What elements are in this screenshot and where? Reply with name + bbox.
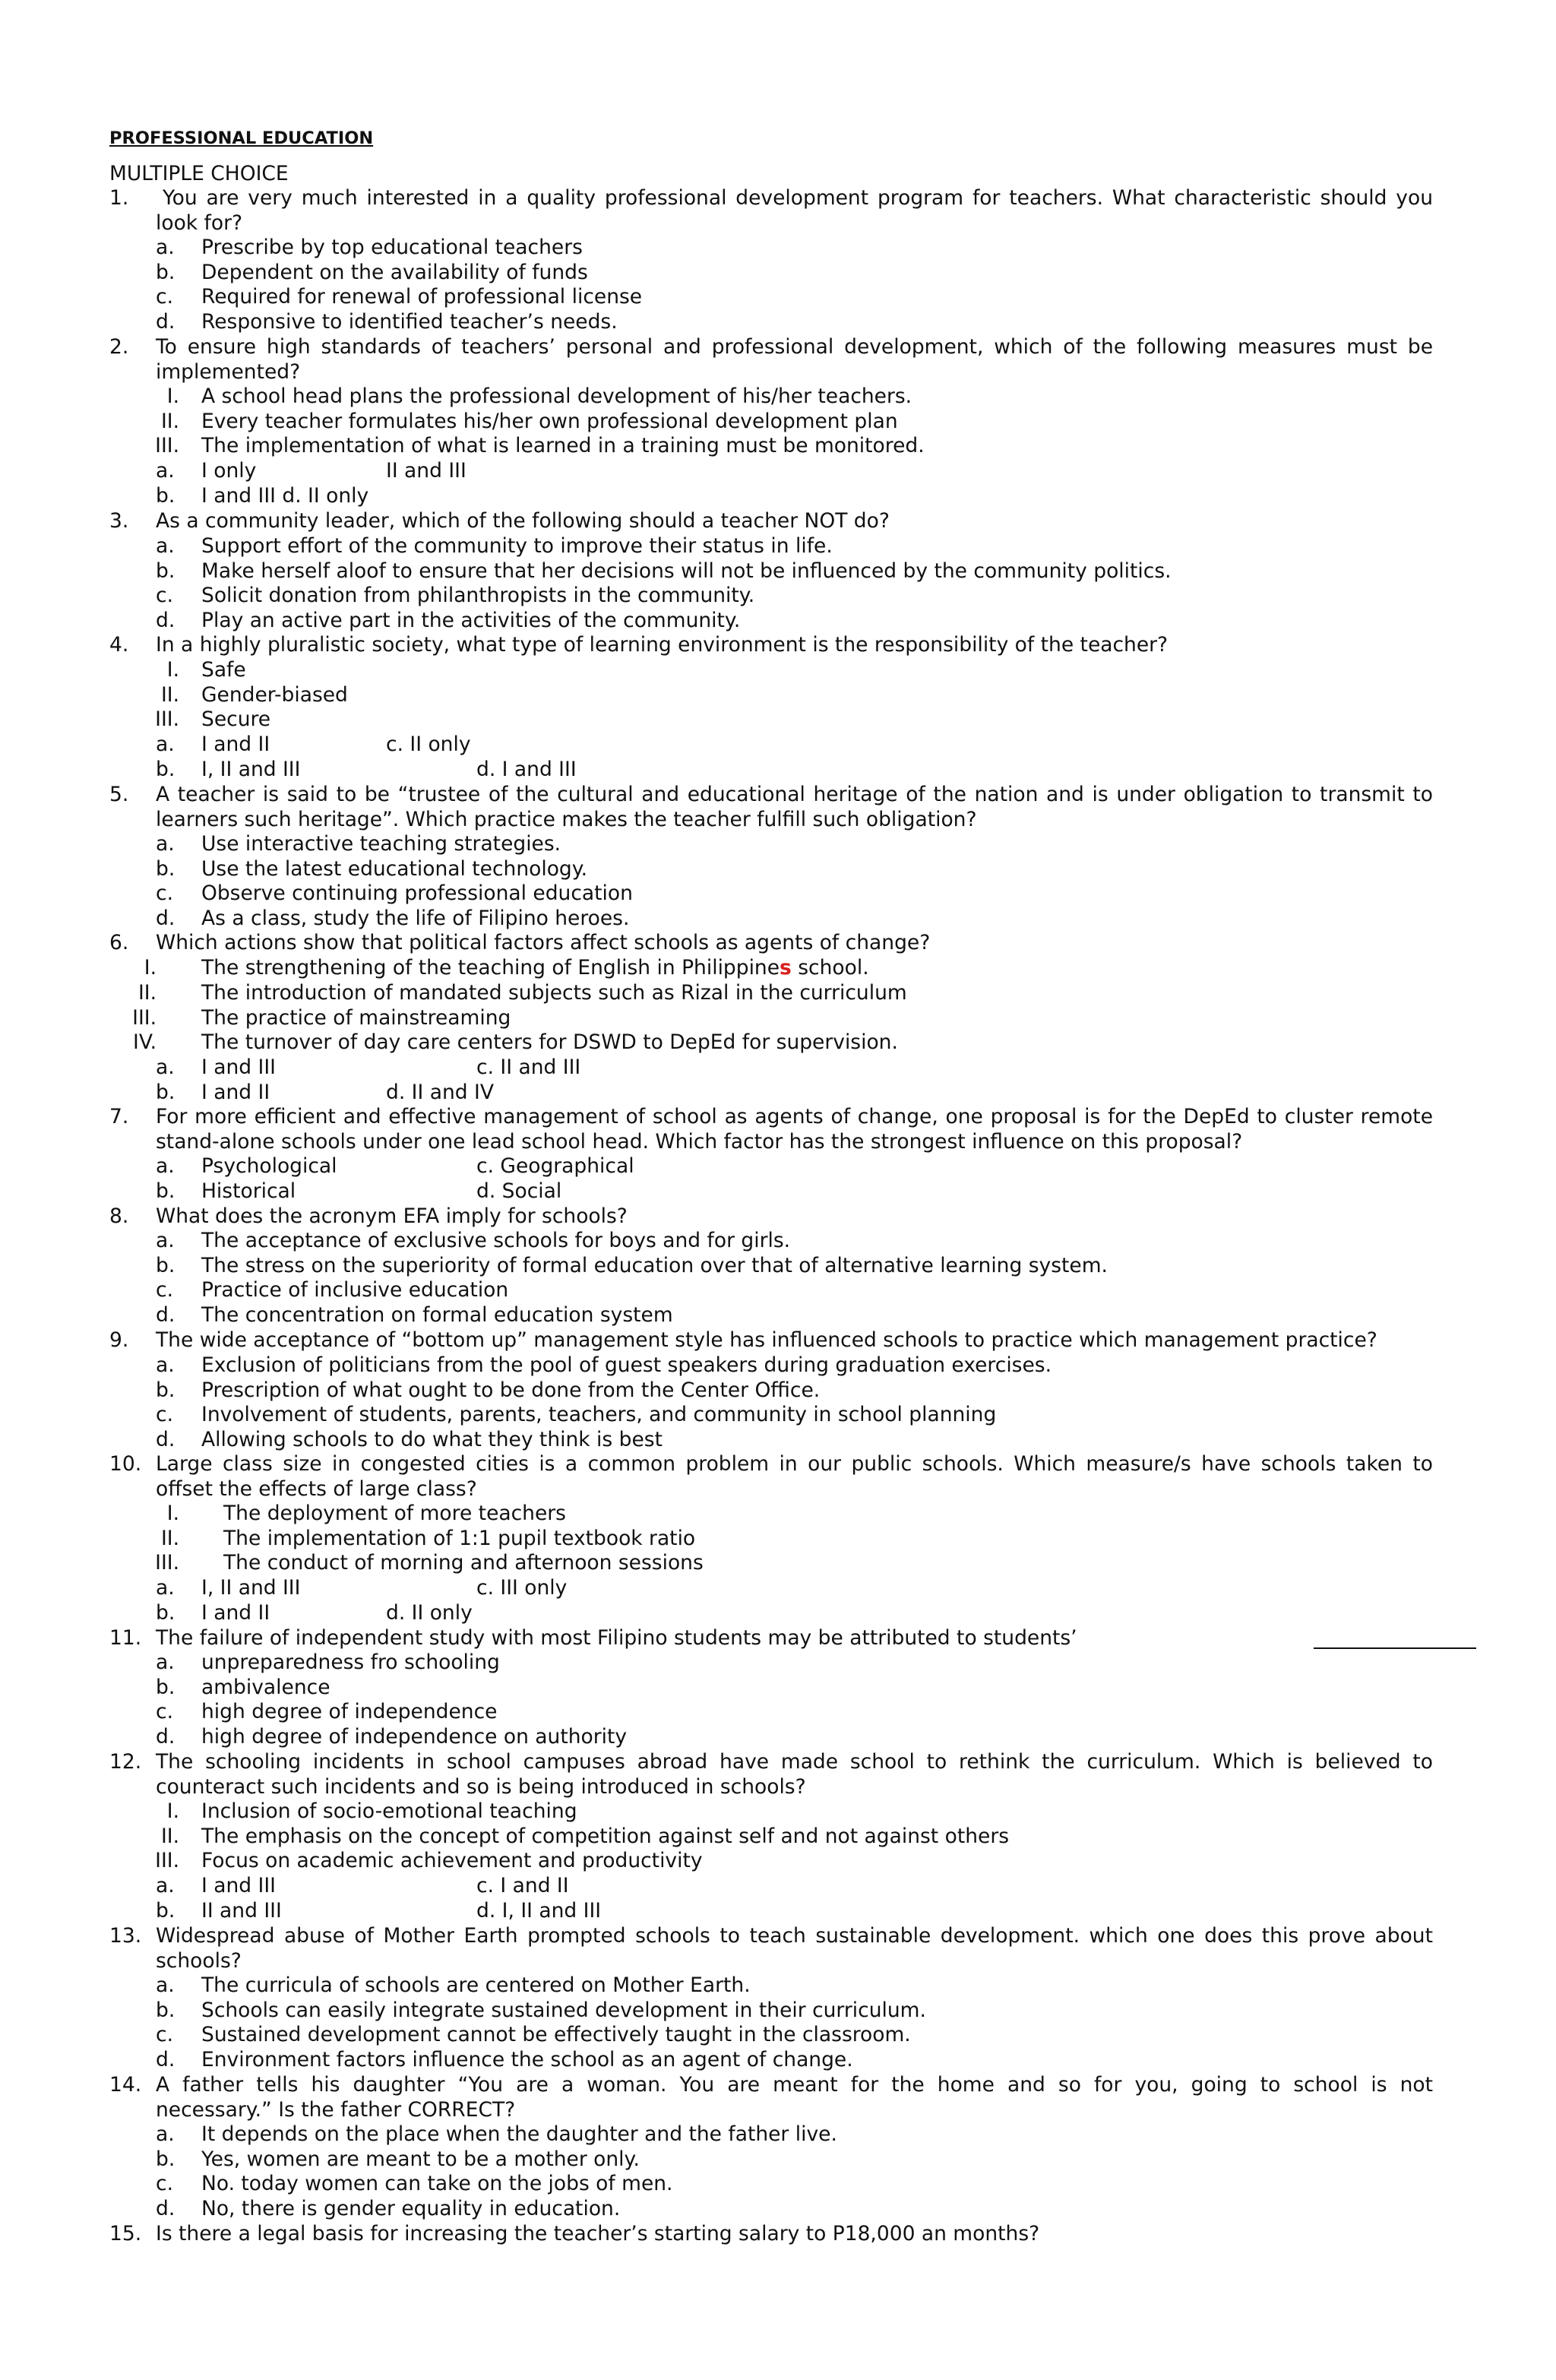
option-label: d. xyxy=(156,609,176,633)
option-label: b. xyxy=(156,1378,176,1402)
option-text: The stress on the superiority of formal education over that of alternative learning system. xyxy=(201,1253,1108,1277)
option-text: As a class, study the life of Filipino heroes. xyxy=(201,907,630,931)
option-label: c. xyxy=(156,2172,173,2196)
option-text: Support effort of the community to improve their status in life. xyxy=(201,534,833,558)
option-label: b. xyxy=(156,1998,176,2022)
question-text: schools? xyxy=(156,1948,242,1973)
option-label: b. xyxy=(156,1601,176,1625)
statement-label: III. xyxy=(155,1849,179,1873)
question-number: 11. xyxy=(109,1626,142,1650)
option-text: I, II and III xyxy=(201,1576,301,1600)
option-label: d. xyxy=(156,1303,176,1328)
option-text: c. II only xyxy=(386,733,471,756)
statement-text xyxy=(201,955,869,980)
option-label: a. xyxy=(156,1874,175,1897)
question-text: What does the acronym EFA imply for schools? xyxy=(156,1204,628,1228)
statement-label: I. xyxy=(166,658,179,682)
option-label: b. xyxy=(156,1253,176,1277)
question-number: 14. xyxy=(109,2073,142,2097)
option-text: II and III xyxy=(201,1898,282,1923)
option-text: Play an active part in the activities of the community. xyxy=(201,609,741,633)
option-label: c. xyxy=(156,1403,173,1427)
option-text: Yes, women are meant to be a mother only. xyxy=(201,2147,640,2171)
option-text: Make herself aloof to ensure that her decisions will not be influenced by the community politics. xyxy=(201,559,1172,583)
question-text: learners such heritage”. Which practice makes the teacher fulfill such obligation? xyxy=(156,807,977,831)
option-text: Exclusion of politicians from the pool of guest speakers during graduation exercises. xyxy=(201,1353,1052,1377)
statement-label: IV. xyxy=(133,1030,157,1055)
option-text: Involvement of students, parents, teachers, and community in school planning xyxy=(201,1403,997,1427)
statement-text: Focus on academic achievement and productivity xyxy=(201,1849,703,1873)
option-text: Use interactive teaching strategies. xyxy=(201,832,561,856)
option-text: Sustained development cannot be effectively taught in the classroom. xyxy=(201,2023,911,2047)
option-text: d. I, II and III xyxy=(476,1898,602,1923)
question-text: As a community leader, which of the following should a teacher NOT do? xyxy=(156,509,890,533)
option-text: Dependent on the availability of funds xyxy=(201,260,588,284)
option-label: c. xyxy=(156,2023,173,2047)
option-label: d. xyxy=(156,907,176,931)
statement-text: A school head plans the professional development of his/her teachers. xyxy=(201,385,912,408)
option-text: Use the latest educational technology. xyxy=(201,856,588,881)
option-label: b. xyxy=(156,260,176,284)
section-heading: MULTIPLE CHOICE xyxy=(109,162,289,185)
option-text: Practice of inclusive education xyxy=(201,1278,509,1302)
option-text: Observe continuing professional education xyxy=(201,881,633,906)
option-label: a. xyxy=(156,1353,175,1377)
option-label: d. xyxy=(156,1725,176,1749)
option-text: c. II and III xyxy=(476,1055,581,1079)
option-text: No. today women can take on the jobs of men. xyxy=(201,2172,673,2196)
statement-text: The deployment of more teachers xyxy=(223,1502,566,1525)
question-number: 13. xyxy=(109,1924,142,1948)
option-text: Psychological xyxy=(201,1154,337,1178)
option-text: d. II only xyxy=(386,1601,473,1625)
question-number: 4. xyxy=(109,633,129,657)
question-text: The schooling incidents in school campuses abroad have made school to rethink the curriculum. Which is believed to xyxy=(156,1750,1433,1774)
option-text: high degree of independence xyxy=(201,1700,498,1724)
statement-text-part: school. xyxy=(791,956,869,980)
statement-text-part: The strengthening of the teaching of English in Philippine xyxy=(201,956,780,980)
option-text: No, there is gender equality in education. xyxy=(201,2197,621,2221)
question-text: look for? xyxy=(156,210,243,235)
statement-text: The emphasis on the concept of competition against self and not against others xyxy=(201,1824,1010,1848)
question-text: Is there a legal basis for increasing the teacher’s starting salary to P18,000 an months? xyxy=(156,2222,1040,2245)
statement-label: II. xyxy=(160,682,179,707)
option-text: The concentration on formal education system xyxy=(201,1303,673,1328)
question-number: 6. xyxy=(109,931,129,954)
statement-label: II. xyxy=(160,1526,179,1550)
option-label: b. xyxy=(156,559,176,583)
statement-label: III. xyxy=(132,1005,157,1030)
option-text: Solicit donation from philanthropists in the community. xyxy=(201,584,755,608)
option-text: Schools can easily integrate sustained development in their curriculum. xyxy=(201,1998,926,2022)
question-number: 8. xyxy=(109,1204,129,1228)
option-label: b. xyxy=(156,484,176,508)
option-text: I and II xyxy=(201,1601,270,1625)
statement-text: The practice of mainstreaming xyxy=(201,1005,511,1030)
option-text: I and III xyxy=(201,1055,276,1079)
option-label: a. xyxy=(156,2122,175,2146)
option-label: c. xyxy=(156,1700,173,1724)
question-number: 5. xyxy=(109,783,129,806)
question-text: Which actions show that political factors affect schools as agents of change? xyxy=(156,931,931,954)
document-title: PROFESSIONAL EDUCATION xyxy=(109,128,374,148)
option-text: ambivalence xyxy=(201,1675,330,1699)
question-text: Large class size in congested cities is a common problem in our public schools. Which measure/s have schools taken to xyxy=(156,1452,1433,1476)
question-text: counteract such incidents and so is being introduced in schools? xyxy=(156,1774,806,1799)
option-text: I and III d. II only xyxy=(201,484,369,508)
option-text: d. I and III xyxy=(476,758,577,781)
statement-label: III. xyxy=(155,1551,179,1575)
option-label: b. xyxy=(156,2147,176,2171)
question-text: In a highly pluralistic society, what type of learning environment is the responsibility of the teacher? xyxy=(156,633,1169,657)
option-label: b. xyxy=(156,1081,176,1104)
option-label: a. xyxy=(156,534,175,558)
statement-label: III. xyxy=(155,434,179,458)
option-text: d. Social xyxy=(476,1179,562,1203)
option-label: c. xyxy=(156,881,173,906)
statement-text: Secure xyxy=(201,707,271,732)
option-text: Responsive to identified teacher’s needs. xyxy=(201,310,618,334)
option-text: d. II and IV xyxy=(386,1081,494,1104)
option-label: a. xyxy=(156,733,175,756)
statement-text: The introduction of mandated subjects such as Rizal in the curriculum xyxy=(201,981,907,1005)
option-text: Prescribe by top educational teachers xyxy=(201,236,583,259)
statement-text: The turnover of day care centers for DSWD to DepEd for supervision. xyxy=(201,1030,898,1055)
option-text: Prescription of what ought to be done from the Center Office. xyxy=(201,1378,821,1402)
option-text: I and II xyxy=(201,1081,270,1104)
statement-text: The implementation of what is learned in a training must be monitored. xyxy=(201,434,925,458)
option-label: b. xyxy=(156,1898,176,1923)
option-text: c. Geographical xyxy=(476,1154,634,1178)
statement-text: Gender-biased xyxy=(201,682,348,707)
statement-label: II. xyxy=(160,409,179,433)
answer-blank-line xyxy=(1314,1647,1476,1649)
statement-text: The implementation of 1:1 pupil textbook ratio xyxy=(223,1526,696,1550)
option-label: c. xyxy=(156,584,173,608)
option-text: Allowing schools to do what they think is best xyxy=(201,1428,663,1452)
question-text: To ensure high standards of teachers’ personal and professional development, which of the following measures must be xyxy=(156,335,1433,359)
option-label: a. xyxy=(156,1154,175,1178)
option-text: Historical xyxy=(201,1179,296,1203)
option-label: a. xyxy=(156,1973,175,1997)
question-text: For more efficient and effective management of school as agents of change, one proposal is for the DepEd to cluster remote xyxy=(156,1105,1433,1128)
statement-label: II. xyxy=(160,1824,179,1848)
option-label: a. xyxy=(156,236,175,259)
question-text: implemented? xyxy=(156,359,301,384)
option-text: I and III xyxy=(201,1874,276,1897)
option-label: b. xyxy=(156,856,176,881)
statement-label: III. xyxy=(155,707,179,732)
option-label: c. xyxy=(156,285,173,309)
option-text: I, II and III xyxy=(201,758,301,781)
option-text: It depends on the place when the daughter and the father live. xyxy=(201,2122,837,2146)
option-label: a. xyxy=(156,1229,175,1252)
option-text: unpreparedness fro schooling xyxy=(201,1650,500,1674)
highlighted-correction: s xyxy=(780,956,792,980)
statement-text: Safe xyxy=(201,658,246,682)
option-text: II and III xyxy=(386,459,466,483)
option-text: The curricula of schools are centered on Mother Earth. xyxy=(201,1973,751,1997)
question-text: stand-alone schools under one lead school head. Which factor has the strongest influence on this proposal? xyxy=(156,1129,1243,1154)
question-number: 12. xyxy=(109,1750,142,1774)
question-text: The wide acceptance of “bottom up” management style has influenced schools to practice which management practice? xyxy=(156,1328,1377,1352)
option-label: a. xyxy=(156,832,175,856)
question-number: 2. xyxy=(109,335,129,359)
question-text: offset the effects of large class? xyxy=(156,1476,477,1501)
question-number: 10. xyxy=(109,1452,142,1476)
option-label: a. xyxy=(156,459,175,483)
option-label: d. xyxy=(156,2048,176,2072)
option-label: b. xyxy=(156,758,176,781)
option-label: a. xyxy=(156,1055,175,1079)
option-text: c. III only xyxy=(476,1576,568,1600)
statement-text: Every teacher formulates his/her own professional development plan xyxy=(201,409,898,433)
option-label: a. xyxy=(156,1576,175,1600)
question-text: The failure of independent study with most Filipino students may be attributed to students’ xyxy=(156,1626,1077,1650)
statement-text: Inclusion of socio-emotional teaching xyxy=(201,1799,577,1823)
question-number: 7. xyxy=(109,1105,129,1128)
statement-label: I. xyxy=(166,1799,179,1823)
question-text: A teacher is said to be “trustee of the cultural and educational heritage of the nation and is under obligation to transmit to xyxy=(156,783,1433,806)
option-text: I only xyxy=(201,459,257,483)
question-text: Widespread abuse of Mother Earth prompted schools to teach sustainable development. which one does this prove about xyxy=(156,1924,1433,1948)
option-label: b. xyxy=(156,1179,176,1203)
statement-text: The conduct of morning and afternoon sessions xyxy=(223,1551,704,1575)
option-text: I and II xyxy=(201,733,270,756)
statement-label: I. xyxy=(166,1502,179,1525)
question-number: 15. xyxy=(109,2222,142,2245)
question-number: 1. xyxy=(109,186,129,210)
option-label: a. xyxy=(156,1650,175,1674)
option-label: d. xyxy=(156,2197,176,2221)
option-text: high degree of independence on authority xyxy=(201,1725,628,1749)
option-label: d. xyxy=(156,310,176,334)
question-text: A father tells his daughter “You are a woman. You are meant for the home and so for you, going to school is not xyxy=(156,2073,1433,2097)
question-text: You are very much interested in a quality professional development program for teachers. What characteristic should you xyxy=(163,186,1433,210)
statement-label: I. xyxy=(144,956,157,980)
statement-label: II. xyxy=(138,981,157,1005)
question-text: necessary.” Is the father CORRECT? xyxy=(156,2097,516,2122)
statement-label: I. xyxy=(166,385,179,408)
question-number: 9. xyxy=(109,1328,129,1352)
option-text: c. I and II xyxy=(476,1874,569,1897)
option-text: The acceptance of exclusive schools for boys and for girls. xyxy=(201,1229,791,1252)
option-label: b. xyxy=(156,1675,176,1699)
option-text: Environment factors influence the school as an agent of change. xyxy=(201,2048,853,2072)
option-label: c. xyxy=(156,1278,173,1302)
option-label: d. xyxy=(156,1428,176,1452)
question-number: 3. xyxy=(109,509,129,533)
option-text: Required for renewal of professional license xyxy=(201,285,643,309)
